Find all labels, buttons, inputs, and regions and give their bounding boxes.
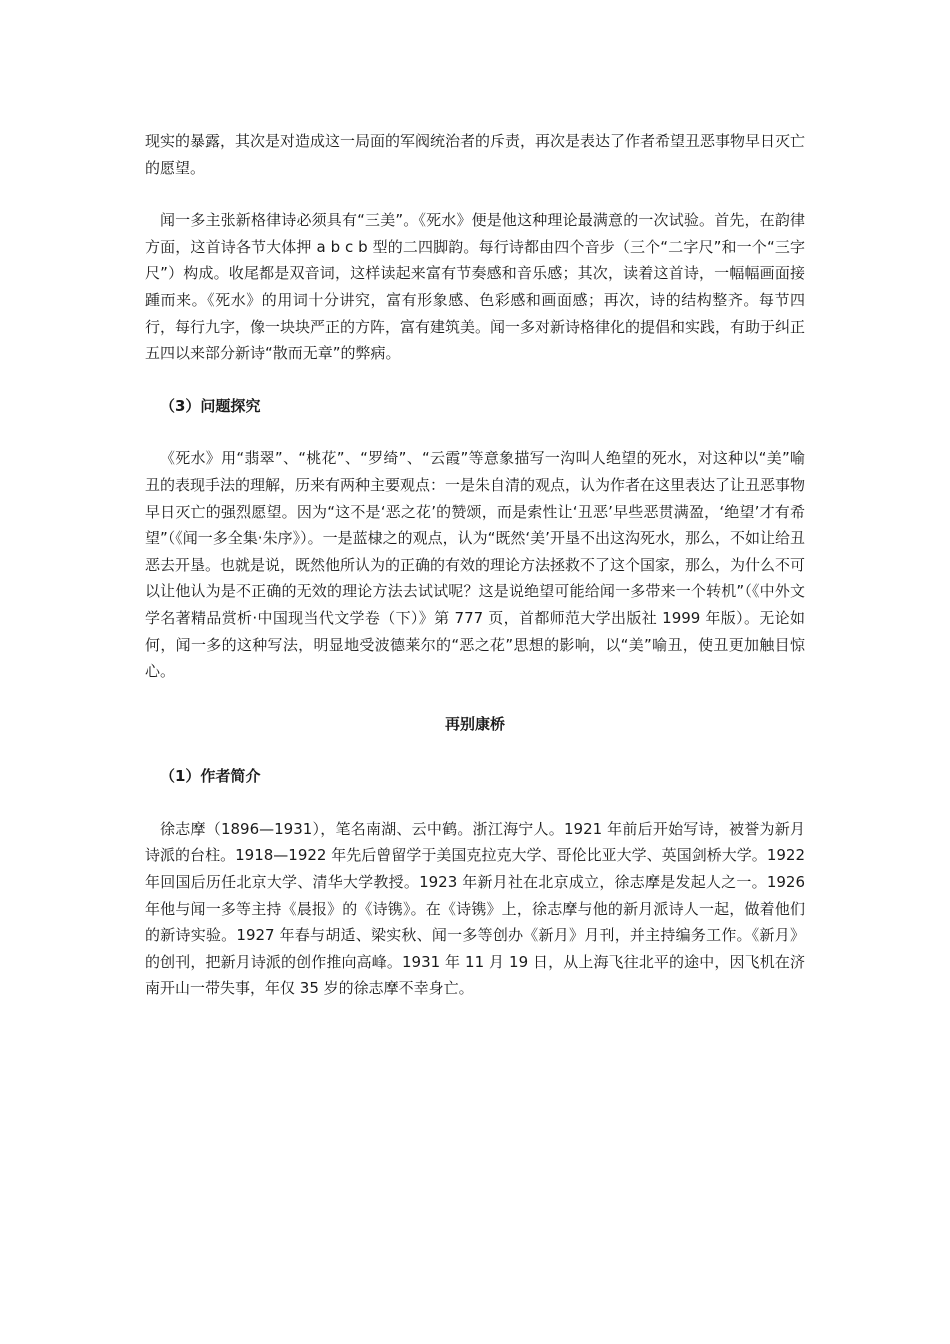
poem-title: 再别康桥 [444, 714, 505, 733]
document-page [145, 128, 805, 1002]
section-heading-author: （1）作者简介 [160, 767, 261, 786]
paragraph-new-metrics: 闻一多主张新格律诗必须具有“三美”。《死水》便是他这种理论最满意的一次试验。首先，在韵律方面，这首诗各节大体押 a b c b 型的二四脚韵。每行诗都由四个音步（三个“二字尺”和一个“三字尺”）构成。收尾都是双音词，这样读起来富有节奏感和音乐感；其次，读着这首诗，一幅幅画面接踵而来。《死水》的用词十分讲究，富有形象感、色彩感和画面感；再次，诗的结构整齐。每节四行，每行九字，像一块块严正的方阵，富有建筑美。闻一多对新诗格律化的提倡和实践，有助于纠正五四以来部分新诗“散而无章”的弊病。 [145, 211, 806, 363]
paragraph-author-bio: 徐志摩（1896—1931），笔名南湖、云中鹤。浙江海宁人。1921 年前后开始写诗，被誉为新月诗派的台柱。1918—1922 年先后曾留学于美国克拉克大学、哥伦比亚大学、英国剑桥大学。1922 年回国后历任北京大学、清华大学教授。1923 年新月社在北京成立，徐志摩是发起人之一。1926 年他与闻一多等主持《晨报》的《诗镌》。在《诗镌》上，徐志摩与他的新月派诗人一起，做着他们的新诗实验。1927 年春与胡适、梁实秋、闻一多等创办《新月》月刊，并主持编务工作。《新月》的创刊，把新月诗派的创作推向高峰。1931 年 11 月 19 日，从上海飞往北平的途中，因飞机在济南开山一带失事，年仅 35 岁的徐志摩不幸身亡。 [145, 819, 805, 998]
paragraph-inquiry: 《死水》用“翡翠”、“桃花”、“罗绮”、“云霞”等意象描写一沟叫人绝望的死水，对这种以“美”喻丑的表现手法的理解，历来有两种主要观点：一是朱自清的观点，认为作者在这里表达了让丑恶事物早日灭亡的强烈愿望。因为“这不是‘恶之花’的赞颂，而是索性让‘丑恶’早些恶贯满盈，‘绝望’才有希望”（《闻一多全集·朱序》）。一是蓝棣之的观点，认为“既然‘美’开垦不出这沟死水，那么，不如让给丑恶去开垦。也就是说，既然他所认为的正确的有效的理论方法拯救不了这个国家，那么，为什么不可以让他认为是不正确的无效的理论方法去试试呢？这是说绝望可能给闻一多带来一个转机”（《中外文学名著精品赏析·中国现当代文学卷（下）》第 777 页，首都师范大学出版社 1999 年版）。无论如何，闻一多的这种写法，明显地受波德莱尔的“恶之花”思想的影响，以“美”喻丑，使丑更加触目惊心。 [145, 449, 806, 681]
paragraph-continuation: 现实的暴露，其次是对造成这一局面的军阀统治者的斥责，再次是表达了作者希望丑恶事物早日灭亡的愿望。 [145, 132, 806, 177]
section-heading-inquiry: （3）问题探究 [160, 396, 261, 415]
